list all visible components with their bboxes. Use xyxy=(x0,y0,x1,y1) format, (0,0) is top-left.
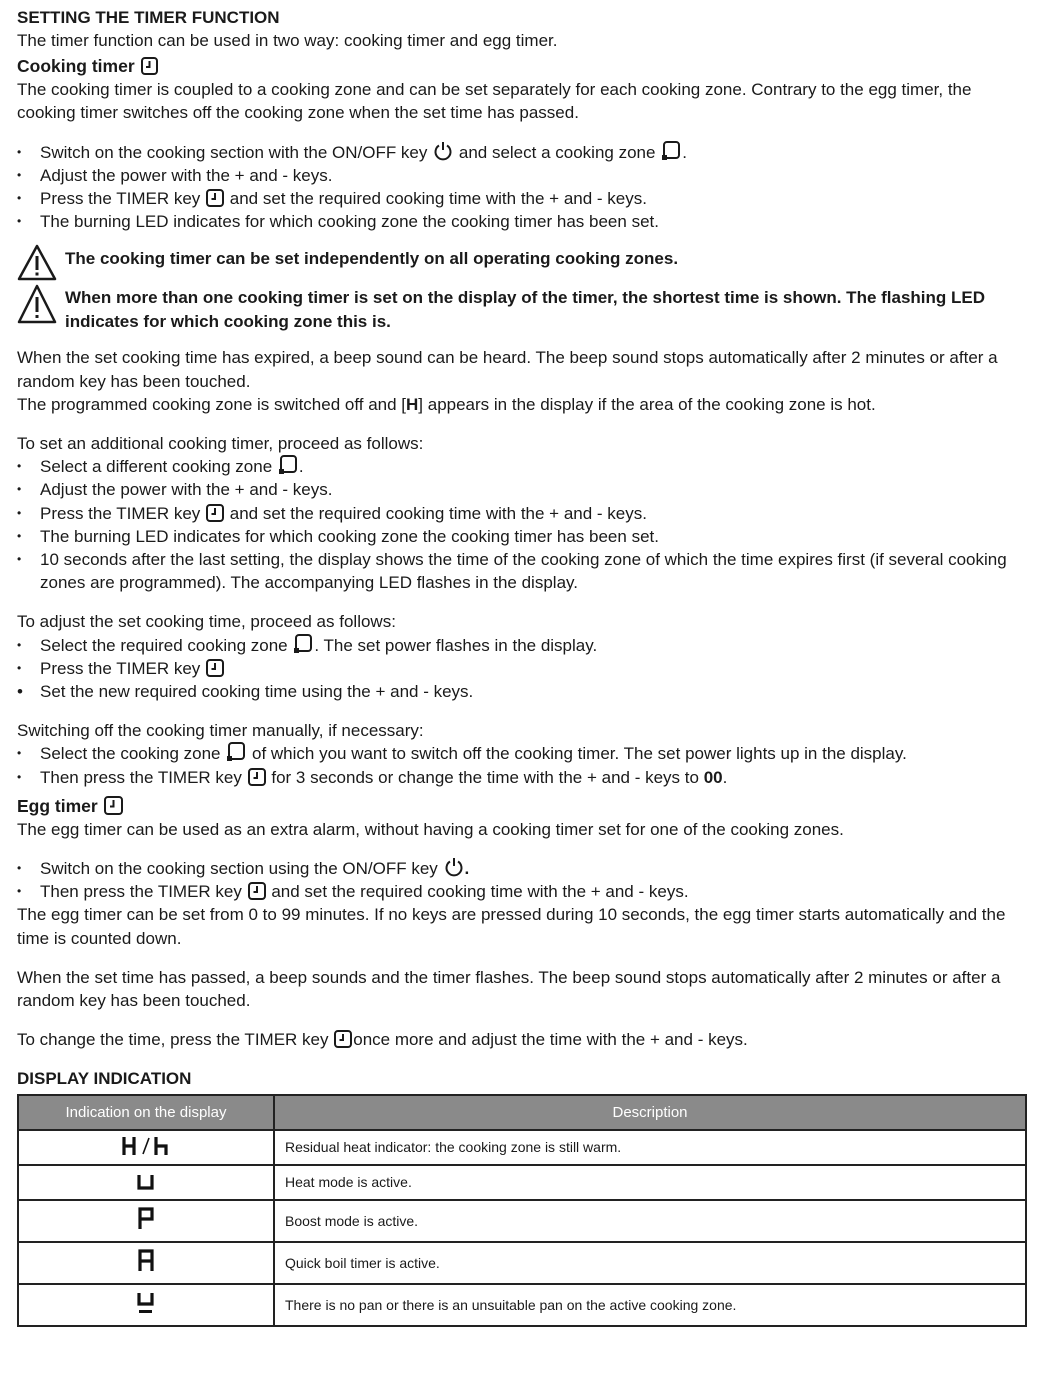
display-indication-heading: DISPLAY INDICATION xyxy=(17,1068,192,1088)
switch-off-intro: Switching off the cooking timer manually, if necessary: xyxy=(17,721,424,741)
cooking-zone-icon xyxy=(661,141,681,161)
residual-heat-symbol xyxy=(121,1135,171,1157)
list-item: • Press the TIMER key xyxy=(17,657,1027,680)
hot-indicator-text: The programmed cooking zone is switched off and [H] appears in the display if the area of the cooking zone is hot. xyxy=(17,394,876,414)
list-item: • 10 seconds after the last setting, the display shows the time of the cooking zone of which the time expires first (if several cooking zones are programmed). The accompanying LED flashes in the display. xyxy=(17,548,1027,594)
boost-mode-symbol xyxy=(137,1207,155,1231)
timer-key-icon xyxy=(248,882,266,900)
display-symbol xyxy=(18,1130,274,1165)
timer-key-icon xyxy=(104,796,123,815)
timer-key-icon xyxy=(141,57,158,75)
timer-key-icon xyxy=(334,1030,352,1048)
zero-display-value: 00 xyxy=(703,767,723,787)
egg-timer-heading: Egg timer xyxy=(17,795,1027,818)
power-icon xyxy=(444,857,464,877)
timer-key-icon xyxy=(206,189,224,207)
egg-timer-range: The egg timer can be set from 0 to 99 minutes. If no keys are pressed during 10 seconds, the egg timer starts automatically and the time is counted down. xyxy=(17,905,1006,948)
intro-text: The timer function can be used in two way: cooking timer and egg timer. xyxy=(17,31,558,50)
list-item: • Select a different cooking zone . xyxy=(17,455,1027,478)
list-item: • The burning LED indicates for which cooking zone the cooking timer has been set. xyxy=(17,525,1027,548)
display-symbol xyxy=(18,1284,274,1326)
list-item: • Adjust the power with the + and - keys. xyxy=(17,164,1027,187)
heat-mode-symbol xyxy=(136,1171,156,1191)
document-page xyxy=(17,6,1027,1327)
egg-timer-desc: The egg timer can be used as an extra alarm, without having a cooking timer set for one of the cooking zones. xyxy=(17,819,844,839)
warning-1: The cooking timer can be set independently on all operating cooking zones. xyxy=(17,247,1027,291)
adjust-steps xyxy=(17,634,1027,704)
display-description: Quick boil timer is active. xyxy=(274,1242,1026,1284)
list-item: • Adjust the power with the + and - keys. xyxy=(17,478,1027,501)
list-item: • Select the cooking zone of which you want to switch off the cooking timer. The set power lights up in the display. xyxy=(17,742,1027,765)
list-item: • Select the required cooking zone . The set power flashes in the display. xyxy=(17,634,1027,657)
display-description: Residual heat indicator: the cooking zone is still warm. xyxy=(274,1130,1026,1165)
table-row xyxy=(18,1242,1026,1284)
display-symbol xyxy=(18,1242,274,1284)
list-item: • Switch on the cooking section using the ON/OFF key . xyxy=(17,857,1027,880)
display-description: Boost mode is active. xyxy=(274,1200,1026,1242)
table-row xyxy=(18,1284,1026,1326)
quick-boil-symbol xyxy=(137,1249,155,1273)
egg-timer-change: To change the time, press the TIMER key once more and adjust the time with the + and - keys. xyxy=(17,1030,748,1050)
display-symbol xyxy=(18,1200,274,1242)
timer-key-icon xyxy=(206,659,224,677)
cooking-zone-icon xyxy=(278,455,298,475)
power-icon xyxy=(433,141,453,161)
adjust-intro: To adjust the set cooking time, proceed as follows: xyxy=(17,612,396,632)
section-title: SETTING THE TIMER FUNCTION xyxy=(17,8,280,27)
list-item: • Then press the TIMER key for 3 seconds or change the time with the + and - keys to 00. xyxy=(17,766,1027,789)
table-header-row xyxy=(18,1095,1026,1130)
cooking-timer-desc: The cooking timer is coupled to a cooking zone and can be set separately for each cooking zone. Contrary to the egg timer, the cooking timer switches off the cooking zone when the set time has passed. xyxy=(17,80,972,123)
egg-timer-passed: When the set time has passed, a beep sounds and the timer flashes. The beep sound stops automatically after 2 minutes or after a random key has been touched. xyxy=(17,967,1001,1011)
list-item: • Press the TIMER key and set the required cooking time with the + and - keys. xyxy=(17,502,1027,525)
list-item: • Set the new required cooking time using the + and - keys. xyxy=(17,680,1027,703)
egg-timer-steps xyxy=(17,857,1027,903)
switch-off-steps xyxy=(17,742,1027,788)
timer-key-icon xyxy=(248,768,266,786)
additional-steps xyxy=(17,455,1027,594)
column-header: Indication on the display xyxy=(18,1095,274,1130)
display-indication-table xyxy=(17,1094,1027,1327)
column-header: Description xyxy=(274,1095,1026,1130)
warning-icon xyxy=(17,283,57,325)
table-row xyxy=(18,1165,1026,1200)
display-symbol xyxy=(18,1165,274,1200)
display-description: There is no pan or there is an unsuitable pan on the active cooking zone. xyxy=(274,1284,1026,1326)
list-item: • Then press the TIMER key and set the required cooking time with the + and - keys. xyxy=(17,880,1027,903)
warning-icon xyxy=(17,244,57,282)
no-pan-symbol xyxy=(136,1290,156,1316)
list-item: • Press the TIMER key and set the required cooking time with the + and - keys. xyxy=(17,187,1027,210)
cooking-zone-icon xyxy=(293,634,313,654)
display-description: Heat mode is active. xyxy=(274,1165,1026,1200)
cooking-timer-heading: Cooking timer xyxy=(17,55,1027,78)
list-item: • Switch on the cooking section with the ON/OFF key and select a cooking zone . xyxy=(17,141,1027,164)
cooking-zone-icon xyxy=(226,742,246,762)
additional-intro: To set an additional cooking timer, proceed as follows: xyxy=(17,434,424,454)
expired-text: When the set cooking time has expired, a beep sound can be heard. The beep sound stops automatically after 2 minutes or after a random key has been touched. xyxy=(17,348,998,391)
h-symbol: H xyxy=(406,394,419,414)
timer-key-icon xyxy=(206,504,224,522)
list-item: • The burning LED indicates for which cooking zone the cooking timer has been set. xyxy=(17,210,1027,233)
table-row xyxy=(18,1200,1026,1242)
warning-2: When more than one cooking timer is set on the display of the timer, the shortest time is shown. The flashing LED indicates for which cooking zone this is. xyxy=(17,286,1027,336)
cooking-timer-steps xyxy=(17,141,1027,234)
table-row xyxy=(18,1130,1026,1165)
